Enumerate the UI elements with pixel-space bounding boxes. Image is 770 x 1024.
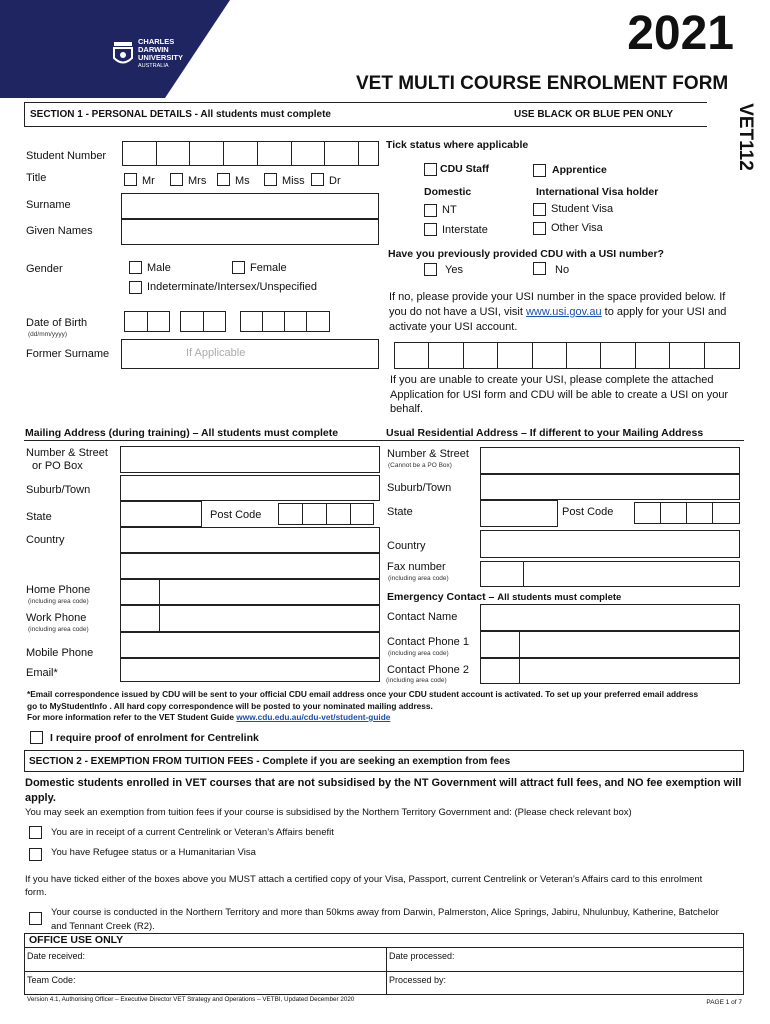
emergency-heading-rest: All students must complete	[497, 592, 622, 603]
mailing-country-label: Country	[26, 534, 65, 546]
surname-label: Surname	[26, 199, 71, 211]
res-no-po-hint: (Cannot be a PO Box)	[388, 462, 452, 469]
nt-label: NT	[442, 204, 457, 216]
gender-male-label: Male	[147, 262, 171, 274]
title-ms-checkbox[interactable]	[217, 173, 230, 186]
dob-hint: (dd/mm/yyyy)	[28, 331, 67, 338]
usi-no-checkbox[interactable]	[533, 262, 546, 275]
logo	[112, 38, 183, 70]
res-state-label: State	[387, 506, 413, 518]
gender-female-label: Female	[250, 262, 287, 274]
gender-male-checkbox[interactable]	[129, 261, 142, 274]
given-names-label: Given Names	[26, 225, 93, 237]
usi-unable-note: If you are unable to create your USI, please complete the attached Application for USI form and CDU will be able to create a USI on your behalf.	[390, 374, 729, 415]
centrelink-label: I require proof of enrolment for Centrelink	[50, 732, 259, 744]
emergency-heading-bold: Emergency Contact –	[387, 591, 495, 603]
exemption-remote-checkbox[interactable]	[29, 912, 42, 925]
contact-phone1-hint: (including area code)	[388, 650, 449, 657]
former-surname-placeholder: If Applicable	[186, 347, 246, 359]
office-heading: OFFICE USE ONLY	[29, 934, 124, 946]
date-processed-field[interactable]: Date processed:	[389, 951, 455, 961]
res-suburb-label: Suburb/Town	[387, 482, 452, 494]
pen-note: USE BLACK OR BLUE PEN ONLY	[514, 109, 674, 120]
attach-note: If you have ticked either of the boxes above you MUST attach a certified copy of your Visa, Passport, current Centrelink or Veteran’s Affairs card to this enrolment form.	[25, 874, 703, 898]
fax-input[interactable]	[523, 561, 740, 587]
mobile-label: Mobile Phone	[26, 647, 94, 659]
mailing-country-input[interactable]	[120, 527, 380, 553]
dob-label: Date of Birth	[26, 317, 88, 329]
emergency-heading	[387, 591, 621, 603]
title-miss-label: Miss	[282, 175, 305, 187]
title-mr-checkbox[interactable]	[124, 173, 137, 186]
domestic-heading: Domestic	[424, 186, 472, 198]
email-note-line1: *Email correspondence issued by CDU will be sent to your official CDU email address once your CDU student account is activated. To set up your preferred email address	[27, 689, 699, 699]
gender-label: Gender	[26, 263, 63, 275]
home-phone-area-hint: (including area code)	[28, 598, 89, 605]
apprentice-label: Apprentice	[552, 164, 607, 176]
work-phone-input[interactable]	[159, 605, 380, 632]
mailing-suburb-input[interactable]	[120, 475, 380, 501]
contact-phone1-input[interactable]	[519, 631, 740, 658]
usi-yes-checkbox[interactable]	[424, 263, 437, 276]
usi-no-label: No	[555, 264, 570, 276]
usi-text-1: If no, please provide your USI number in the space provided below. If you do not have a USI, visit	[389, 291, 726, 318]
usi-yes-label: Yes	[445, 264, 463, 276]
contact-name-input[interactable]	[480, 604, 740, 631]
student-visa-label: Student Visa	[551, 203, 614, 215]
contact-name-label: Contact Name	[387, 611, 458, 623]
email-note-line2: go to MyStudentInfo . All hard copy correspondence will be posted to your nominated mailing address.	[27, 700, 433, 711]
cdu-staff-checkbox[interactable]	[424, 163, 437, 176]
res-state-input[interactable]	[480, 500, 558, 527]
work-phone-area-hint: (including area code)	[28, 626, 89, 633]
home-phone-label: Home Phone	[26, 584, 91, 596]
form-title: VET MULTI COURSE ENROLMENT FORM	[356, 73, 729, 94]
logo-line-3: UNIVERSITY	[138, 53, 184, 62]
exemption-centrelink-checkbox[interactable]	[29, 826, 42, 839]
res-street-label: Number & Street	[387, 448, 469, 460]
logo-line-1: CHARLES	[138, 37, 175, 46]
email-note-line3: For more information refer to the VET Student Guide	[27, 712, 234, 722]
work-phone-area-input[interactable]	[120, 605, 160, 632]
title-label: Title	[26, 172, 47, 184]
given-names-input[interactable]	[121, 219, 379, 245]
gender-indeterminate-label: Indeterminate/Intersex/Unspecified	[147, 281, 317, 293]
former-surname-input[interactable]	[121, 339, 379, 369]
student-visa-checkbox[interactable]	[533, 203, 546, 216]
title-dr-label: Dr	[329, 175, 341, 187]
usi-number-input[interactable]	[394, 342, 740, 369]
section2-may-seek: You may seek an exemption from tuition fees if your course is subsidised by the Northern Territory Government and: (Please check relevant box)	[25, 807, 632, 818]
title-mrs-label: Mrs	[188, 175, 207, 187]
usi-instructions	[389, 290, 741, 335]
exemption-refugee-label: You have Refugee status or a Humanitarian Visa	[51, 847, 256, 858]
mailing-postcode-label: Post Code	[210, 509, 262, 521]
form-code: VET112	[735, 103, 756, 171]
contact-phone2-label: Contact Phone 2	[387, 664, 469, 676]
intl-heading: International Visa holder	[536, 186, 659, 198]
student-number-input[interactable]	[122, 141, 379, 166]
fax-area-input[interactable]	[480, 561, 524, 587]
centrelink-checkbox[interactable]	[30, 731, 43, 744]
logo-line-4: AUSTRALIA	[138, 63, 169, 69]
residential-heading: Usual Residential Address – If different to your Mailing Address	[386, 427, 704, 439]
exemption-centrelink-label: You are in receipt of a current Centrelink or Veteran’s Affairs benefit	[51, 827, 334, 838]
res-country-input[interactable]	[480, 530, 740, 558]
work-phone-label: Work Phone	[26, 612, 87, 624]
section2-title: SECTION 2 - EXEMPTION FROM TUITION FEES - Complete if you are seeking an exemption from fees	[29, 756, 511, 767]
logo-line-2: DARWIN	[138, 45, 169, 54]
section2-bold-note: Domestic students enrolled in VET courses that are not subsidised by the NT Government will attract full fees, and NO fee exemption will apply.	[25, 777, 742, 804]
team-code-field[interactable]: Team Code:	[27, 975, 76, 985]
cdu-staff-label: CDU Staff	[440, 163, 489, 175]
other-visa-checkbox[interactable]	[533, 222, 546, 235]
mailing-blank-input[interactable]	[120, 553, 380, 579]
mailing-suburb-label: Suburb/Town	[26, 484, 91, 496]
contact-phone1-label: Contact Phone 1	[387, 636, 469, 648]
fax-label: Fax number	[387, 561, 446, 573]
dob-month-input[interactable]	[180, 311, 226, 332]
title-mrs-checkbox[interactable]	[170, 173, 183, 186]
student-number-label: Student Number	[26, 150, 107, 162]
university-crest-icon	[112, 40, 134, 68]
section1-title: SECTION 1 - PERSONAL DETAILS - All students must complete	[30, 109, 331, 120]
former-surname-label: Former Surname	[26, 348, 110, 360]
res-suburb-input[interactable]	[480, 474, 740, 500]
other-visa-label: Other Visa	[551, 222, 603, 234]
processed-by-field[interactable]: Processed by:	[389, 975, 447, 985]
email-input[interactable]	[120, 658, 380, 682]
fax-area-hint: (including area code)	[388, 575, 449, 582]
dob-day-input[interactable]	[124, 311, 170, 332]
student-guide-link[interactable]: www.cdu.edu.au/cdu-vet/student-guide	[236, 712, 391, 722]
page-number: PAGE 1 of 7	[706, 999, 742, 1006]
dob-year-input[interactable]	[240, 311, 330, 332]
nt-checkbox[interactable]	[424, 204, 437, 217]
date-received-field[interactable]: Date received:	[27, 951, 86, 961]
gender-female-checkbox[interactable]	[232, 261, 245, 274]
mailing-postcode-input[interactable]	[278, 503, 374, 525]
usi-link[interactable]: www.usi.gov.au	[525, 306, 602, 318]
res-street-input[interactable]	[480, 447, 740, 474]
contact-phone2-input[interactable]	[519, 658, 740, 684]
title-ms-label: Ms	[235, 175, 250, 187]
exemption-remote-label: Your course is conducted in the Northern Territory and more than 50kms away from Darwin, Palmerston, Alice Springs, Jabiru, Nhulunbuy, Katherine, Batchelor and Tennant Creek (R2).	[51, 907, 719, 932]
mailing-pobox-label: or PO Box	[32, 460, 83, 472]
interstate-checkbox[interactable]	[424, 223, 437, 236]
mobile-input[interactable]	[120, 632, 380, 658]
res-postcode-label: Post Code	[562, 506, 614, 518]
mailing-street-input[interactable]	[120, 446, 380, 473]
mailing-state-label: State	[26, 511, 52, 523]
exemption-refugee-checkbox[interactable]	[29, 848, 42, 861]
res-country-label: Country	[387, 540, 426, 552]
email-note	[27, 689, 747, 724]
mailing-heading: Mailing Address (during training) – All students must complete	[25, 427, 339, 439]
contact-phone1-area-input[interactable]	[480, 631, 520, 658]
title-miss-checkbox[interactable]	[264, 173, 277, 186]
contact-phone2-area-input[interactable]	[480, 658, 520, 684]
title-mr-label: Mr	[142, 175, 155, 187]
version-footer: Version 4.1, Authorising Officer – Executive Director VET Strategy and Operations – VETBI, Updated December 2020	[27, 996, 355, 1003]
mailing-state-input[interactable]	[120, 501, 202, 527]
title-dr-checkbox[interactable]	[311, 173, 324, 186]
home-phone-area-input[interactable]	[120, 579, 160, 605]
interstate-label: Interstate	[442, 224, 488, 236]
tick-status-heading: Tick status where applicable	[386, 139, 529, 151]
surname-input[interactable]	[121, 193, 379, 219]
email-label: Email*	[26, 667, 58, 679]
home-phone-input[interactable]	[159, 579, 380, 605]
gender-indeterminate-checkbox[interactable]	[129, 281, 142, 294]
apprentice-checkbox[interactable]	[533, 164, 546, 177]
usi-text-2: to apply for your USI and activate your USI account.	[389, 306, 727, 333]
mailing-street-label: Number & Street	[26, 447, 108, 459]
res-postcode-input[interactable]	[634, 502, 740, 524]
year: 2021	[627, 7, 734, 60]
contact-phone2-hint: (including area code)	[386, 677, 447, 684]
usi-question: Have you previously provided CDU with a USI number?	[388, 248, 664, 260]
